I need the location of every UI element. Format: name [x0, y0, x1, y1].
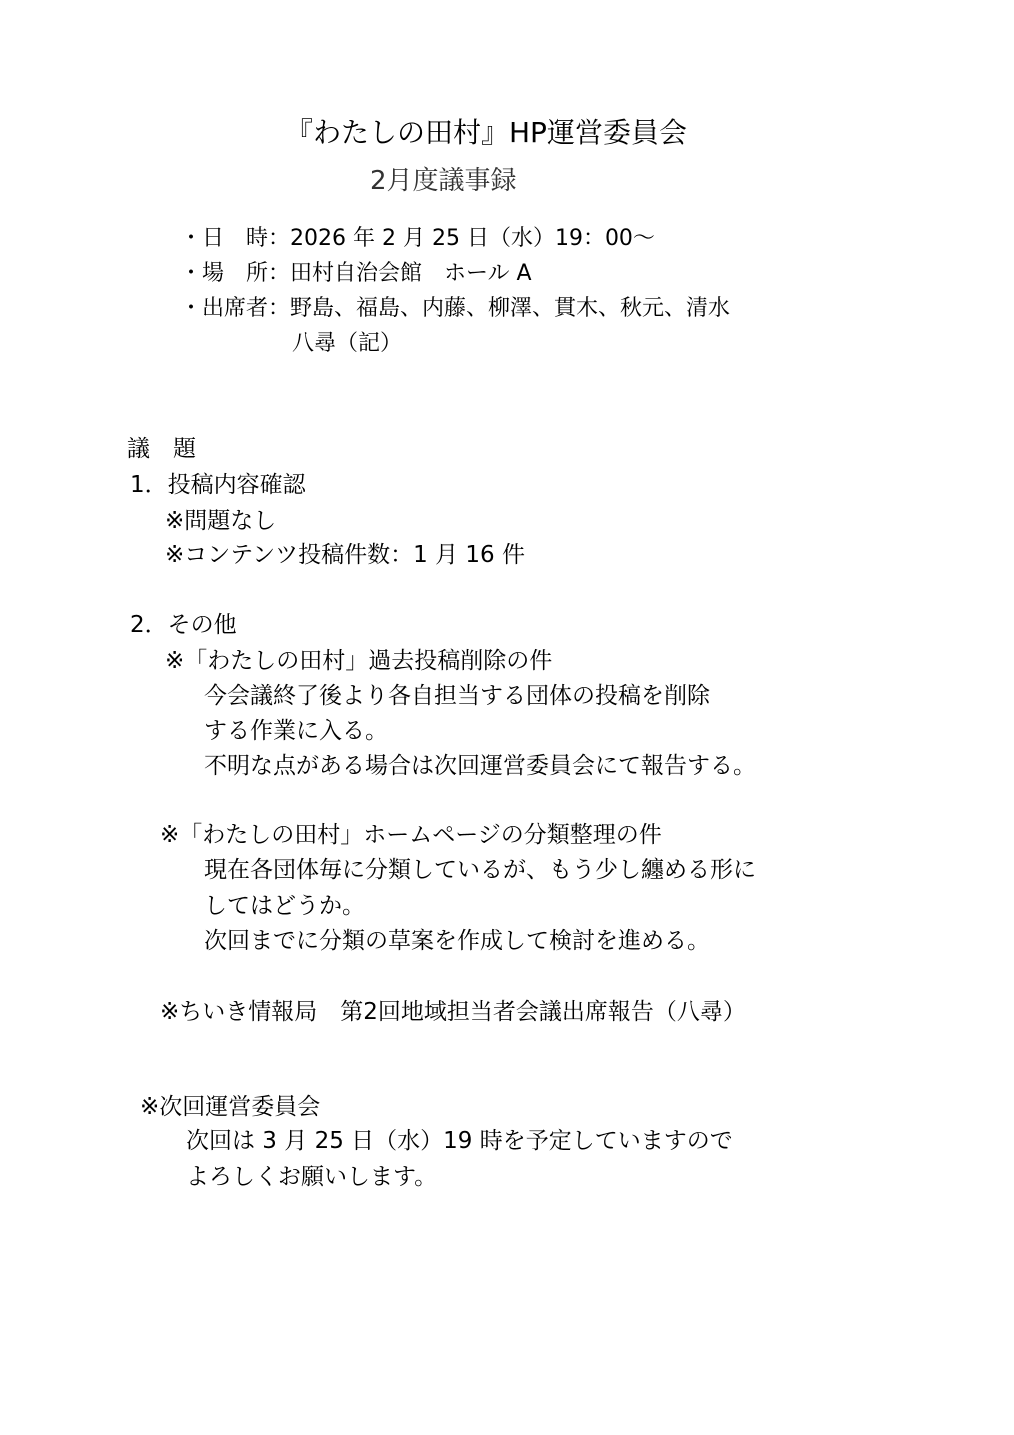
next-meeting-title: ※次回運営委員会 [140, 1094, 321, 1120]
topic-1-title: ※「わたしの田村」過去投稿削除の件 [165, 648, 553, 674]
agenda-heading: 議 題 [127, 436, 196, 462]
meta-datetime: ・日 時：2026 年 2 月 25 日（水）19：00～ [180, 226, 655, 251]
topic-2-title: ※「わたしの田村」ホームページの分類整理の件 [160, 822, 662, 848]
page-subtitle: 2月度議事録 [370, 166, 517, 196]
meta-attendees: ・出席者：野島、福島、内藤、柳澤、貫木、秋元、清水 [180, 296, 731, 321]
topic-2-line: してはどうか。 [204, 893, 365, 919]
agenda-item-1-title: 1．投稿内容確認 [130, 472, 306, 498]
agenda-item-1-note: ※問題なし [165, 508, 277, 534]
next-meeting-line: 次回は 3 月 25 日（水）19 時を予定していますので [186, 1128, 733, 1154]
agenda-item-1-note: ※コンテンツ投稿件数：1 月 16 件 [165, 542, 525, 568]
page-title: 『わたしの田村』HP運営委員会 [285, 116, 687, 149]
meta-attendees-recorder: 八尋（記） [292, 331, 403, 356]
topic-1-line: する作業に入る。 [204, 718, 388, 744]
topic-2-line: 次回までに分類の草案を作成して検討を進める。 [204, 928, 710, 954]
topic-1-line: 不明な点がある場合は次回運営委員会にて報告する。 [204, 753, 756, 779]
topic-2-line: 現在各団体毎に分類しているが、もう少し纏める形に [204, 857, 756, 883]
topic-3-title: ※ちいき情報局 第2回地域担当者会議出席報告（八尋） [160, 999, 746, 1025]
agenda-item-2-title: 2．その他 [130, 612, 237, 638]
next-meeting-line: よろしくお願いします。 [186, 1164, 438, 1190]
meta-place: ・場 所：田村自治会館 ホール A [180, 261, 532, 286]
topic-1-line: 今会議終了後より各自担当する団体の投稿を削除 [204, 683, 710, 709]
